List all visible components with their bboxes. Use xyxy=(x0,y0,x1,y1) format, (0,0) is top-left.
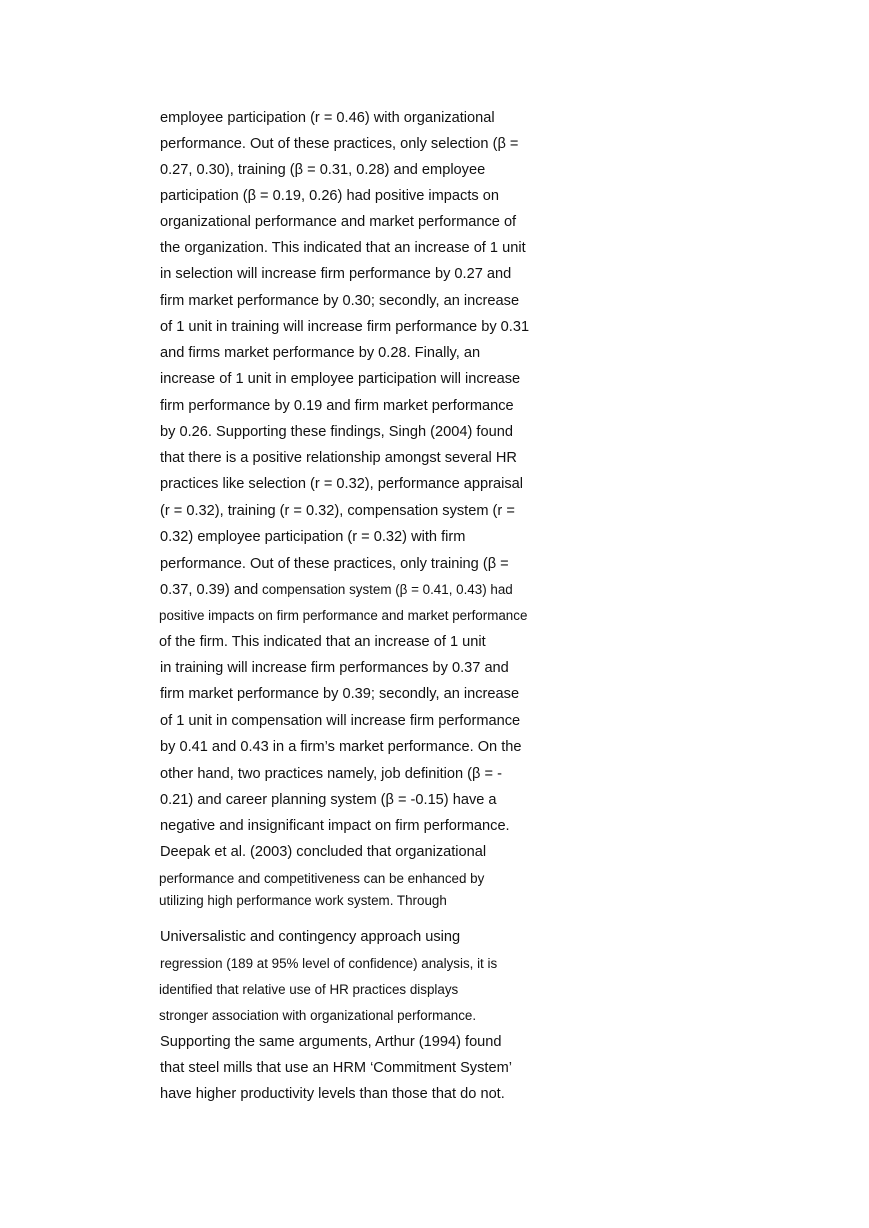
text-line: Deepak et al. (2003) concluded that organizational xyxy=(160,844,487,860)
text-line: participation (β = 0.19, 0.26) had positive impacts on xyxy=(160,188,499,204)
text-line: stronger association with organizational performance. xyxy=(159,1008,477,1023)
text-line: that steel mills that use an HRM ‘Commitment System’ xyxy=(160,1060,512,1076)
text-line: performance. Out of these practices, only training (β = xyxy=(160,556,509,572)
text-line: of the firm. This indicated that an increase of 1 unit xyxy=(159,634,486,650)
text-line: firm performance by 0.19 and firm market performance xyxy=(160,398,514,414)
text-line: utilizing high performance work system. Through xyxy=(159,893,447,908)
text-line: performance and competitiveness can be enhanced by xyxy=(159,871,485,886)
text-line: identified that relative use of HR practices displays xyxy=(159,982,459,997)
text-line: increase of 1 unit in employee participation will increase xyxy=(160,371,521,387)
text-line: employee participation (r = 0.46) with organizational xyxy=(160,110,495,126)
text-line: in training will increase firm performances by 0.37 and xyxy=(160,660,509,676)
text-line: regression (189 at 95% level of confidence) analysis, it is xyxy=(160,956,498,971)
text-line: firm market performance by 0.39; secondly, an increase xyxy=(160,686,520,702)
text-line: 0.32) employee participation (r = 0.32) with firm xyxy=(160,529,466,545)
text-line: 0.27, 0.30), training (β = 0.31, 0.28) and employee xyxy=(160,162,486,178)
text-line: other hand, two practices namely, job definition (β = - xyxy=(160,766,502,782)
text-line: negative and insignificant impact on firm performance. xyxy=(160,818,510,834)
text-line: (r = 0.32), training (r = 0.32), compensation system (r = xyxy=(160,503,515,519)
text-line: Supporting the same arguments, Arthur (1994) found xyxy=(160,1034,502,1050)
text-line: the organization. This indicated that an increase of 1 unit xyxy=(160,240,526,256)
text-line: have higher productivity levels than those that do not. xyxy=(160,1086,505,1102)
text-line: performance. Out of these practices, only selection (β = xyxy=(160,136,519,152)
text-line: and firms market performance by 0.28. Finally, an xyxy=(160,345,481,361)
text-line: that there is a positive relationship amongst several HR xyxy=(160,450,517,466)
text-line: compensation system (β = 0.41, 0.43) had xyxy=(262,582,513,597)
text-line: Universalistic and contingency approach using xyxy=(160,929,461,945)
text-line: firm market performance by 0.30; secondly, an increase xyxy=(160,293,520,309)
text-line: organizational performance and market performance of xyxy=(160,214,517,230)
text-line: by 0.41 and 0.43 in a firm’s market performance. On the xyxy=(160,739,522,755)
text-line: positive impacts on firm performance and market performance xyxy=(159,608,528,623)
text-line: 0.37, 0.39) and xyxy=(160,582,259,598)
text-line: of 1 unit in compensation will increase firm performance xyxy=(160,713,521,729)
text-line: of 1 unit in training will increase firm performance by 0.31 xyxy=(160,319,530,335)
text-line: practices like selection (r = 0.32), performance appraisal xyxy=(160,476,523,492)
text-line: in selection will increase firm performance by 0.27 and xyxy=(160,266,512,282)
text-line: 0.21) and career planning system (β = -0.15) have a xyxy=(160,792,497,808)
text-line: by 0.26. Supporting these findings, Singh (2004) found xyxy=(160,424,513,440)
